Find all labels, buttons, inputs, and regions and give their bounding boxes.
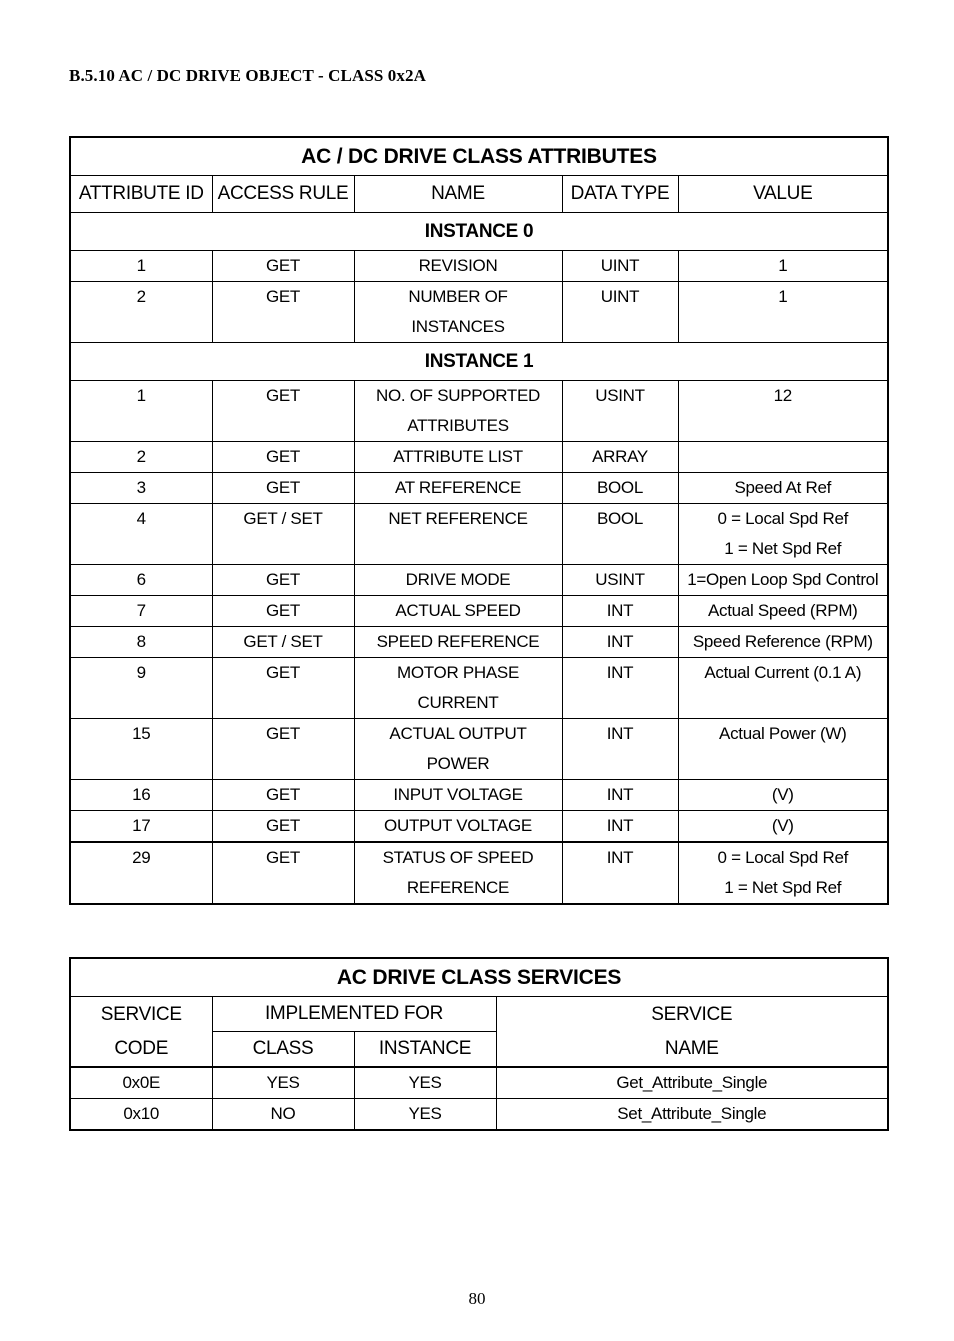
services-table — [69, 957, 889, 1131]
name-cell-line: MOTOR PHASE — [396, 663, 520, 682]
service-name-header-line-2: NAME — [664, 1037, 719, 1059]
value-cell — [678, 251, 888, 282]
service-name-cell: Get_Attribute_Single — [496, 1067, 888, 1099]
name-cell-line: ACTUAL OUTPUT — [389, 724, 527, 743]
attribute-id-cell: 1 — [70, 381, 212, 442]
name-cell — [354, 251, 562, 282]
data-type-cell: USINT — [562, 565, 678, 596]
service-name-header-line-1: SERVICE — [651, 1003, 733, 1025]
data-type-cell: USINT — [562, 381, 678, 442]
instance-1-label: INSTANCE 1 — [70, 343, 888, 381]
name-cell-line: POWER — [426, 754, 490, 773]
name-cell — [354, 282, 562, 343]
data-type-cell: INT — [562, 811, 678, 843]
attribute-id-cell: 7 — [70, 596, 212, 627]
class-cell: NO — [212, 1099, 354, 1131]
column-header-name: NAME — [354, 176, 562, 213]
value-cell — [678, 473, 888, 504]
column-header-value: VALUE — [678, 176, 888, 213]
name-cell-line: STATUS OF SPEED — [382, 848, 534, 867]
value-cell-line: 1=Open Loop Spd Control — [687, 570, 879, 589]
name-cell-line: ATTRIBUTE LIST — [393, 447, 523, 466]
table-row — [70, 1099, 888, 1131]
attribute-id-cell: 16 — [70, 780, 212, 811]
access-rule-cell: GET — [212, 381, 354, 442]
table-row — [70, 658, 888, 719]
section-heading: B.5.10 AC / DC DRIVE OBJECT - CLASS 0x2A — [69, 66, 426, 85]
table-row — [70, 780, 888, 811]
data-type-cell: INT — [562, 658, 678, 719]
data-type-cell: BOOL — [562, 473, 678, 504]
name-cell — [354, 780, 562, 811]
service-name-header — [496, 997, 888, 1068]
value-cell-line — [679, 442, 888, 472]
access-rule-cell: GET — [212, 842, 354, 904]
name-cell — [354, 658, 562, 719]
class-cell: YES — [212, 1067, 354, 1099]
name-cell — [354, 381, 562, 442]
name-cell-line: NET REFERENCE — [388, 509, 528, 528]
value-cell-line: Actual Power (W) — [719, 724, 847, 743]
attributes-table — [69, 136, 889, 905]
value-cell-line: Speed Reference (RPM) — [692, 632, 873, 651]
name-cell-line: REFERENCE — [406, 878, 510, 897]
value-cell — [678, 596, 888, 627]
table-row — [70, 627, 888, 658]
name-cell — [354, 811, 562, 843]
service-name-cell: Set_Attribute_Single — [496, 1099, 888, 1131]
name-cell-line: REVISION — [418, 256, 498, 275]
name-cell — [354, 473, 562, 504]
implemented-for-header: IMPLEMENTED FOR — [212, 997, 496, 1032]
value-cell — [678, 282, 888, 343]
value-cell — [678, 811, 888, 843]
name-cell-line: OUTPUT VOLTAGE — [384, 816, 532, 835]
column-header-access-rule: ACCESS RULE — [212, 176, 354, 213]
name-cell-line: SPEED REFERENCE — [376, 632, 540, 651]
table-row — [70, 596, 888, 627]
value-cell — [678, 627, 888, 658]
instance-0-label: INSTANCE 0 — [70, 213, 888, 251]
table-row — [70, 842, 888, 904]
service-code-header-line-2: CODE — [114, 1037, 169, 1059]
service-code-cell: 0x10 — [70, 1099, 212, 1131]
name-cell-line: INPUT VOLTAGE — [393, 785, 523, 804]
value-cell-line: 1 = Net Spd Ref — [724, 878, 842, 897]
attribute-id-cell: 6 — [70, 565, 212, 596]
name-cell — [354, 596, 562, 627]
access-rule-cell: GET — [212, 282, 354, 343]
attribute-id-cell: 29 — [70, 842, 212, 904]
service-code-header-line-1: SERVICE — [100, 1003, 182, 1025]
value-cell — [678, 719, 888, 780]
value-cell — [678, 780, 888, 811]
value-cell-line: 1 = Net Spd Ref — [724, 539, 842, 558]
column-header-attribute-id: ATTRIBUTE ID — [70, 176, 212, 213]
service-code-header — [70, 997, 212, 1068]
name-cell — [354, 504, 562, 565]
instance-0-rows — [70, 251, 888, 343]
attribute-id-cell: 2 — [70, 442, 212, 473]
value-cell-line: 0 = Local Spd Ref — [717, 509, 849, 528]
value-cell — [678, 381, 888, 442]
name-cell — [354, 719, 562, 780]
table-row — [70, 1067, 888, 1099]
name-cell — [354, 565, 562, 596]
access-rule-cell: GET / SET — [212, 627, 354, 658]
name-cell-line: ATTRIBUTES — [407, 416, 509, 435]
attribute-id-cell: 1 — [70, 251, 212, 282]
name-cell-line: INSTANCES — [411, 317, 505, 336]
value-cell-line: Actual Current (0.1 A) — [704, 663, 862, 682]
name-cell-line: NUMBER OF — [408, 287, 508, 306]
value-cell-line: 1 — [778, 287, 788, 306]
value-cell-line: Speed At Ref — [734, 478, 832, 497]
attribute-id-cell: 8 — [70, 627, 212, 658]
access-rule-cell: GET — [212, 251, 354, 282]
value-cell-line: (V) — [771, 785, 794, 804]
services-table-title: AC DRIVE CLASS SERVICES — [70, 958, 888, 997]
value-cell — [678, 842, 888, 904]
data-type-cell: INT — [562, 842, 678, 904]
attribute-id-cell: 2 — [70, 282, 212, 343]
data-type-cell: BOOL — [562, 504, 678, 565]
data-type-cell: UINT — [562, 282, 678, 343]
data-type-cell: INT — [562, 780, 678, 811]
instance-cell: YES — [354, 1067, 496, 1099]
table-row — [70, 719, 888, 780]
value-cell — [678, 504, 888, 565]
access-rule-cell: GET — [212, 442, 354, 473]
name-cell — [354, 627, 562, 658]
attributes-table-title: AC / DC DRIVE CLASS ATTRIBUTES — [70, 137, 888, 176]
value-cell-line: 12 — [773, 386, 792, 405]
access-rule-cell: GET — [212, 658, 354, 719]
access-rule-cell: GET — [212, 719, 354, 780]
access-rule-cell: GET — [212, 565, 354, 596]
name-cell-line: CURRENT — [417, 693, 499, 712]
attribute-id-cell: 15 — [70, 719, 212, 780]
table-row — [70, 251, 888, 282]
value-cell-line: (V) — [771, 816, 794, 835]
access-rule-cell: GET — [212, 811, 354, 843]
name-cell-line: DRIVE MODE — [405, 570, 511, 589]
attribute-id-cell: 3 — [70, 473, 212, 504]
instance-header: INSTANCE — [354, 1032, 496, 1068]
table-row — [70, 565, 888, 596]
value-cell — [678, 442, 888, 473]
name-cell — [354, 842, 562, 904]
name-cell-line: AT REFERENCE — [394, 478, 522, 497]
access-rule-cell: GET / SET — [212, 504, 354, 565]
table-row — [70, 504, 888, 565]
column-header-data-type: DATA TYPE — [562, 176, 678, 213]
table-row — [70, 442, 888, 473]
value-cell — [678, 565, 888, 596]
class-header: CLASS — [212, 1032, 354, 1068]
data-type-cell: INT — [562, 719, 678, 780]
value-cell-line: Actual Speed (RPM) — [707, 601, 858, 620]
access-rule-cell: GET — [212, 473, 354, 504]
name-cell-line: NO. OF SUPPORTED — [376, 386, 540, 405]
attribute-id-cell: 17 — [70, 811, 212, 843]
page-number: 80 — [468, 1289, 486, 1308]
instance-cell: YES — [354, 1099, 496, 1131]
access-rule-cell: GET — [212, 780, 354, 811]
table-row — [70, 282, 888, 343]
value-cell — [678, 658, 888, 719]
data-type-cell: UINT — [562, 251, 678, 282]
table-row — [70, 381, 888, 442]
value-cell-line: 0 = Local Spd Ref — [717, 848, 849, 867]
data-type-cell: ARRAY — [562, 442, 678, 473]
service-code-cell: 0x0E — [70, 1067, 212, 1099]
data-type-cell: INT — [562, 596, 678, 627]
attribute-id-cell: 4 — [70, 504, 212, 565]
service-rows — [70, 1067, 888, 1130]
attribute-id-cell: 9 — [70, 658, 212, 719]
value-cell-line: 1 — [778, 256, 788, 275]
instance-1-rows — [70, 381, 888, 905]
name-cell-line: ACTUAL SPEED — [395, 601, 521, 620]
table-row — [70, 473, 888, 504]
name-cell — [354, 442, 562, 473]
data-type-cell: INT — [562, 627, 678, 658]
table-row — [70, 811, 888, 843]
access-rule-cell: GET — [212, 596, 354, 627]
